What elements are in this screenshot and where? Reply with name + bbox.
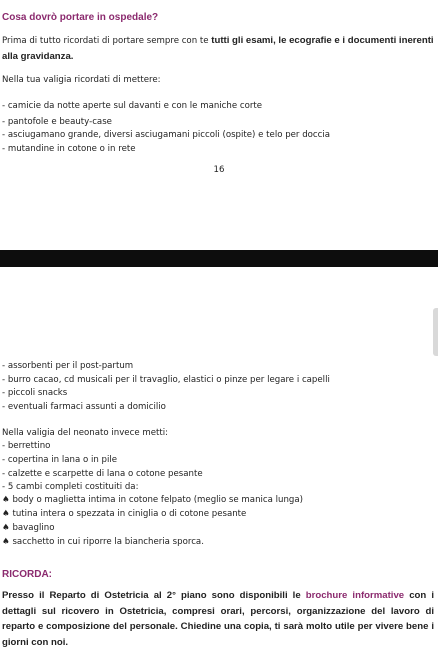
list-item: - pantofole e beauty-case bbox=[2, 117, 112, 127]
intro-text: Prima di tutto ricordati di portare sempre con te bbox=[2, 36, 212, 46]
bullet-text: bavaglino bbox=[12, 523, 55, 533]
reminder-heading: RICORDA: bbox=[2, 569, 52, 580]
reminder-text-after: con i dettagli sul ricovero in Ostetricia, compresi orari, percorsi, organizzazione del lavoro di reparto e composizione del personale. Chiedine una copia, ti sarà molto utile per vivere bene i giorni con noi. bbox=[2, 590, 434, 648]
list-item: - 5 cambi completi costituiti da: bbox=[2, 482, 139, 492]
suitcase-label: Nella tua valigia ricordati di mettere: bbox=[2, 75, 161, 85]
list-item: - assorbenti per il post-partum bbox=[2, 361, 134, 371]
newborn-label: Nella valigia del neonato invece metti: bbox=[2, 428, 169, 438]
brochure-highlight: brochure informative bbox=[305, 590, 405, 601]
spade-bullet-icon: ♠ bbox=[2, 509, 10, 519]
document-page-16 bbox=[0, 0, 438, 250]
bullet-list-item bbox=[2, 523, 54, 533]
spade-bullet-icon: ♠ bbox=[2, 537, 10, 547]
bullet-list-item bbox=[2, 509, 246, 519]
list-item: - copertina in lana o in pile bbox=[2, 455, 118, 465]
list-item: - burro cacao, cd musicali per il travaglio, elastici o pinze per legare i capelli bbox=[2, 375, 330, 385]
spade-bullet-icon: ♠ bbox=[2, 523, 10, 533]
bullet-list-item bbox=[2, 537, 204, 547]
list-item: - calzette e scarpette di lana o cotone pesante bbox=[2, 469, 203, 479]
reminder-text-before: Presso il Reparto di Ostetricia al 2° piano sono disponibili le bbox=[2, 590, 306, 601]
list-item: - piccoli snacks bbox=[2, 388, 68, 398]
list-item: - mutandine in cotone o in rete bbox=[2, 144, 136, 154]
intro-bold-text: tutti gli esami, le ecografie e i documenti inerenti alla gravidanza. bbox=[2, 35, 434, 62]
reminder-paragraph bbox=[2, 588, 434, 650]
page-separator bbox=[0, 250, 438, 267]
bullet-list-item bbox=[2, 495, 303, 505]
list-item: - camicie da notte aperte sul davanti e con le maniche corte bbox=[2, 101, 263, 111]
section-heading: Cosa dovrò portare in ospedale? bbox=[2, 12, 159, 23]
bullet-text: sacchetto in cui riporre la biancheria sporca. bbox=[12, 537, 204, 547]
spade-bullet-icon: ♠ bbox=[2, 495, 10, 505]
bullet-text: tutina intera o spezzata in ciniglia o di cotone pesante bbox=[12, 509, 247, 519]
intro-paragraph bbox=[2, 33, 436, 65]
document-page-17 bbox=[0, 267, 438, 650]
scrollbar-handle[interactable] bbox=[433, 308, 438, 356]
list-item: - eventuali farmaci assunti a domicilio bbox=[2, 402, 166, 412]
list-item: - asciugamano grande, diversi asciugamani piccoli (ospite) e telo per doccia bbox=[2, 130, 331, 140]
page-number: 16 bbox=[213, 165, 225, 175]
list-item: - berrettino bbox=[2, 441, 51, 451]
bullet-text: body o maglietta intima in cotone felpato (meglio se manica lunga) bbox=[12, 495, 303, 505]
